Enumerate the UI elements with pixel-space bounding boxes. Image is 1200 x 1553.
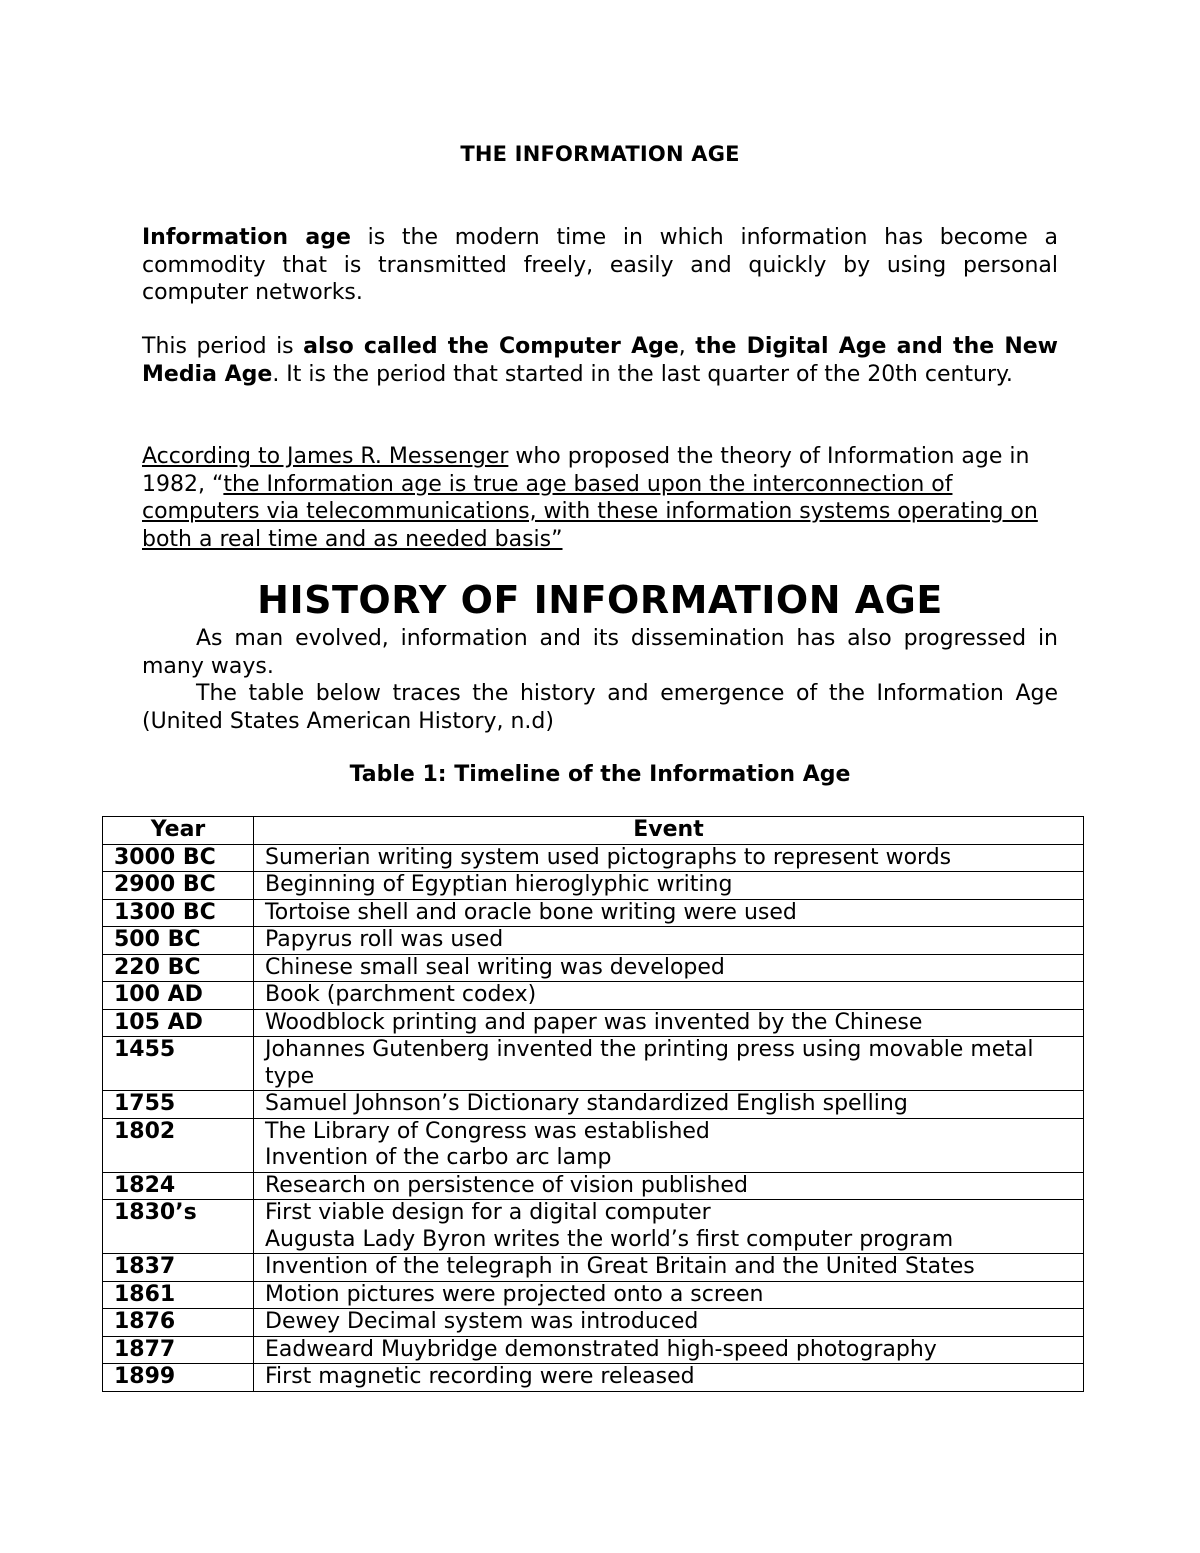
- event-cell: [254, 1118, 1084, 1172]
- event-cell: [254, 927, 1084, 955]
- event-text: Beginning of Egyptian hieroglyphic writing: [265, 872, 733, 897]
- table-row: [103, 1009, 1084, 1037]
- period-names-1: also called the Computer Age: [303, 334, 679, 359]
- year-cell: 1755: [103, 1091, 254, 1119]
- timeline-body: [103, 844, 1084, 1391]
- history-paragraph-1: As man evolved, information and its dissemination has also progressed in many ways.: [142, 626, 1058, 679]
- year-cell: 100 AD: [103, 982, 254, 1010]
- year-cell: 220 BC: [103, 954, 254, 982]
- table-row: [103, 899, 1084, 927]
- table-row: [103, 1281, 1084, 1309]
- intro-definition: is the modern time in which information has become a commodity that is transmitted freely, easily and quickly by using personal computer networks.: [142, 225, 1058, 305]
- event-cell: [254, 1254, 1084, 1282]
- event-text: Johannes Gutenberg invented the printing press using movable metal type: [265, 1037, 1034, 1089]
- event-text: Research on persistence of vision published: [265, 1172, 748, 1198]
- history-paragraph-2: The table below traces the history and emergence of the Information Age (United States American History, n.d): [142, 681, 1058, 734]
- table-row: [103, 1336, 1084, 1364]
- event-column-header: Event: [254, 817, 1084, 845]
- period-tail: . It is the period that started in the last quarter of the 20th century.: [272, 361, 1013, 387]
- table-title: Table 1: Timeline of the Information Age: [349, 762, 851, 787]
- messenger-middle: who proposed the theory of Information age in 1982, “: [142, 444, 1030, 497]
- table-row: [103, 844, 1084, 872]
- period-lead: This period is: [142, 334, 304, 359]
- intro-term: Information age: [142, 225, 351, 250]
- table-row: [103, 1037, 1084, 1091]
- event-cell: [254, 844, 1084, 872]
- year-cell: 3000 BC: [103, 844, 254, 872]
- messenger-paragraph: [142, 443, 1058, 553]
- year-cell: 1824: [103, 1172, 254, 1200]
- intro-paragraph: [142, 224, 1058, 307]
- event-text: Motion pictures were projected onto a screen: [265, 1281, 764, 1307]
- table-row: [103, 1309, 1084, 1337]
- messenger-quote: the Information age is true age based upon the interconnection of computers via telecommunications, with these information systems operating on both a real time and as needed basis”: [142, 471, 1038, 552]
- event-cell: [254, 1037, 1084, 1091]
- event-text: Samuel Johnson’s Dictionary standardized English spelling: [265, 1091, 908, 1116]
- year-cell: 105 AD: [103, 1009, 254, 1037]
- table-row: [103, 1254, 1084, 1282]
- event-text: Invention of the telegraph in Great Britain and the United States: [265, 1254, 975, 1279]
- table-row: [103, 927, 1084, 955]
- year-cell: 1877: [103, 1336, 254, 1364]
- table-header-row: [103, 817, 1084, 845]
- event-cell: [254, 1009, 1084, 1037]
- event-cell: [254, 872, 1084, 900]
- period-names-2: the Digital Age and the New Media Age: [142, 334, 1058, 387]
- timeline-table: [102, 816, 1084, 1392]
- year-column-header: Year: [103, 817, 254, 845]
- event-cell: [254, 1364, 1084, 1392]
- year-cell: 1455: [103, 1037, 254, 1091]
- year-cell: 1300 BC: [103, 899, 254, 927]
- event-cell: [254, 899, 1084, 927]
- event-cell: [254, 1091, 1084, 1119]
- event-text: Dewey Decimal system was introduced: [265, 1309, 699, 1334]
- document-title: THE INFORMATION AGE: [460, 142, 740, 166]
- event-text: Book (parchment codex): [265, 982, 537, 1007]
- event-cell: [254, 1336, 1084, 1364]
- event-cell: [254, 1172, 1084, 1200]
- event-text: Augusta Lady Byron writes the world’s first computer program: [265, 1226, 954, 1252]
- year-cell: 2900 BC: [103, 872, 254, 900]
- table-row: [103, 872, 1084, 900]
- event-text: First magnetic recording were released: [265, 1364, 695, 1389]
- year-cell: 1876: [103, 1309, 254, 1337]
- event-text: Invention of the carbo arc lamp: [265, 1145, 612, 1170]
- event-text: The Library of Congress was established: [265, 1118, 710, 1144]
- event-text: Papyrus roll was used: [265, 927, 504, 952]
- period-comma: ,: [678, 334, 696, 359]
- period-paragraph: [142, 333, 1058, 388]
- event-cell: [254, 1200, 1084, 1254]
- event-cell: [254, 982, 1084, 1010]
- event-cell: [254, 1281, 1084, 1309]
- year-cell: 1899: [103, 1364, 254, 1392]
- event-text: Tortoise shell and oracle bone writing were used: [265, 899, 797, 925]
- event-cell: [254, 1309, 1084, 1337]
- history-heading: HISTORY OF INFORMATION AGE: [257, 578, 943, 622]
- year-cell: 500 BC: [103, 927, 254, 955]
- event-cell: [254, 954, 1084, 982]
- event-text: First viable design for a digital computer: [265, 1200, 711, 1225]
- table-row: [103, 1172, 1084, 1200]
- messenger-source: According to James R. Messenger: [142, 444, 509, 469]
- year-cell: 1830’s: [103, 1200, 254, 1254]
- table-row: [103, 954, 1084, 982]
- table-row: [103, 1091, 1084, 1119]
- event-text: Eadweard Muybridge demonstrated high-speed photography: [265, 1336, 937, 1362]
- event-text: Woodblock printing and paper was invented by the Chinese: [265, 1009, 923, 1035]
- year-cell: 1861: [103, 1281, 254, 1309]
- year-cell: 1837: [103, 1254, 254, 1282]
- event-text: Sumerian writing system used pictographs to represent words: [265, 844, 952, 870]
- table-row: [103, 982, 1084, 1010]
- event-text: Chinese small seal writing was developed: [265, 954, 725, 980]
- table-row: [103, 1118, 1084, 1172]
- table-row: [103, 1364, 1084, 1392]
- year-cell: 1802: [103, 1118, 254, 1172]
- table-row: [103, 1200, 1084, 1254]
